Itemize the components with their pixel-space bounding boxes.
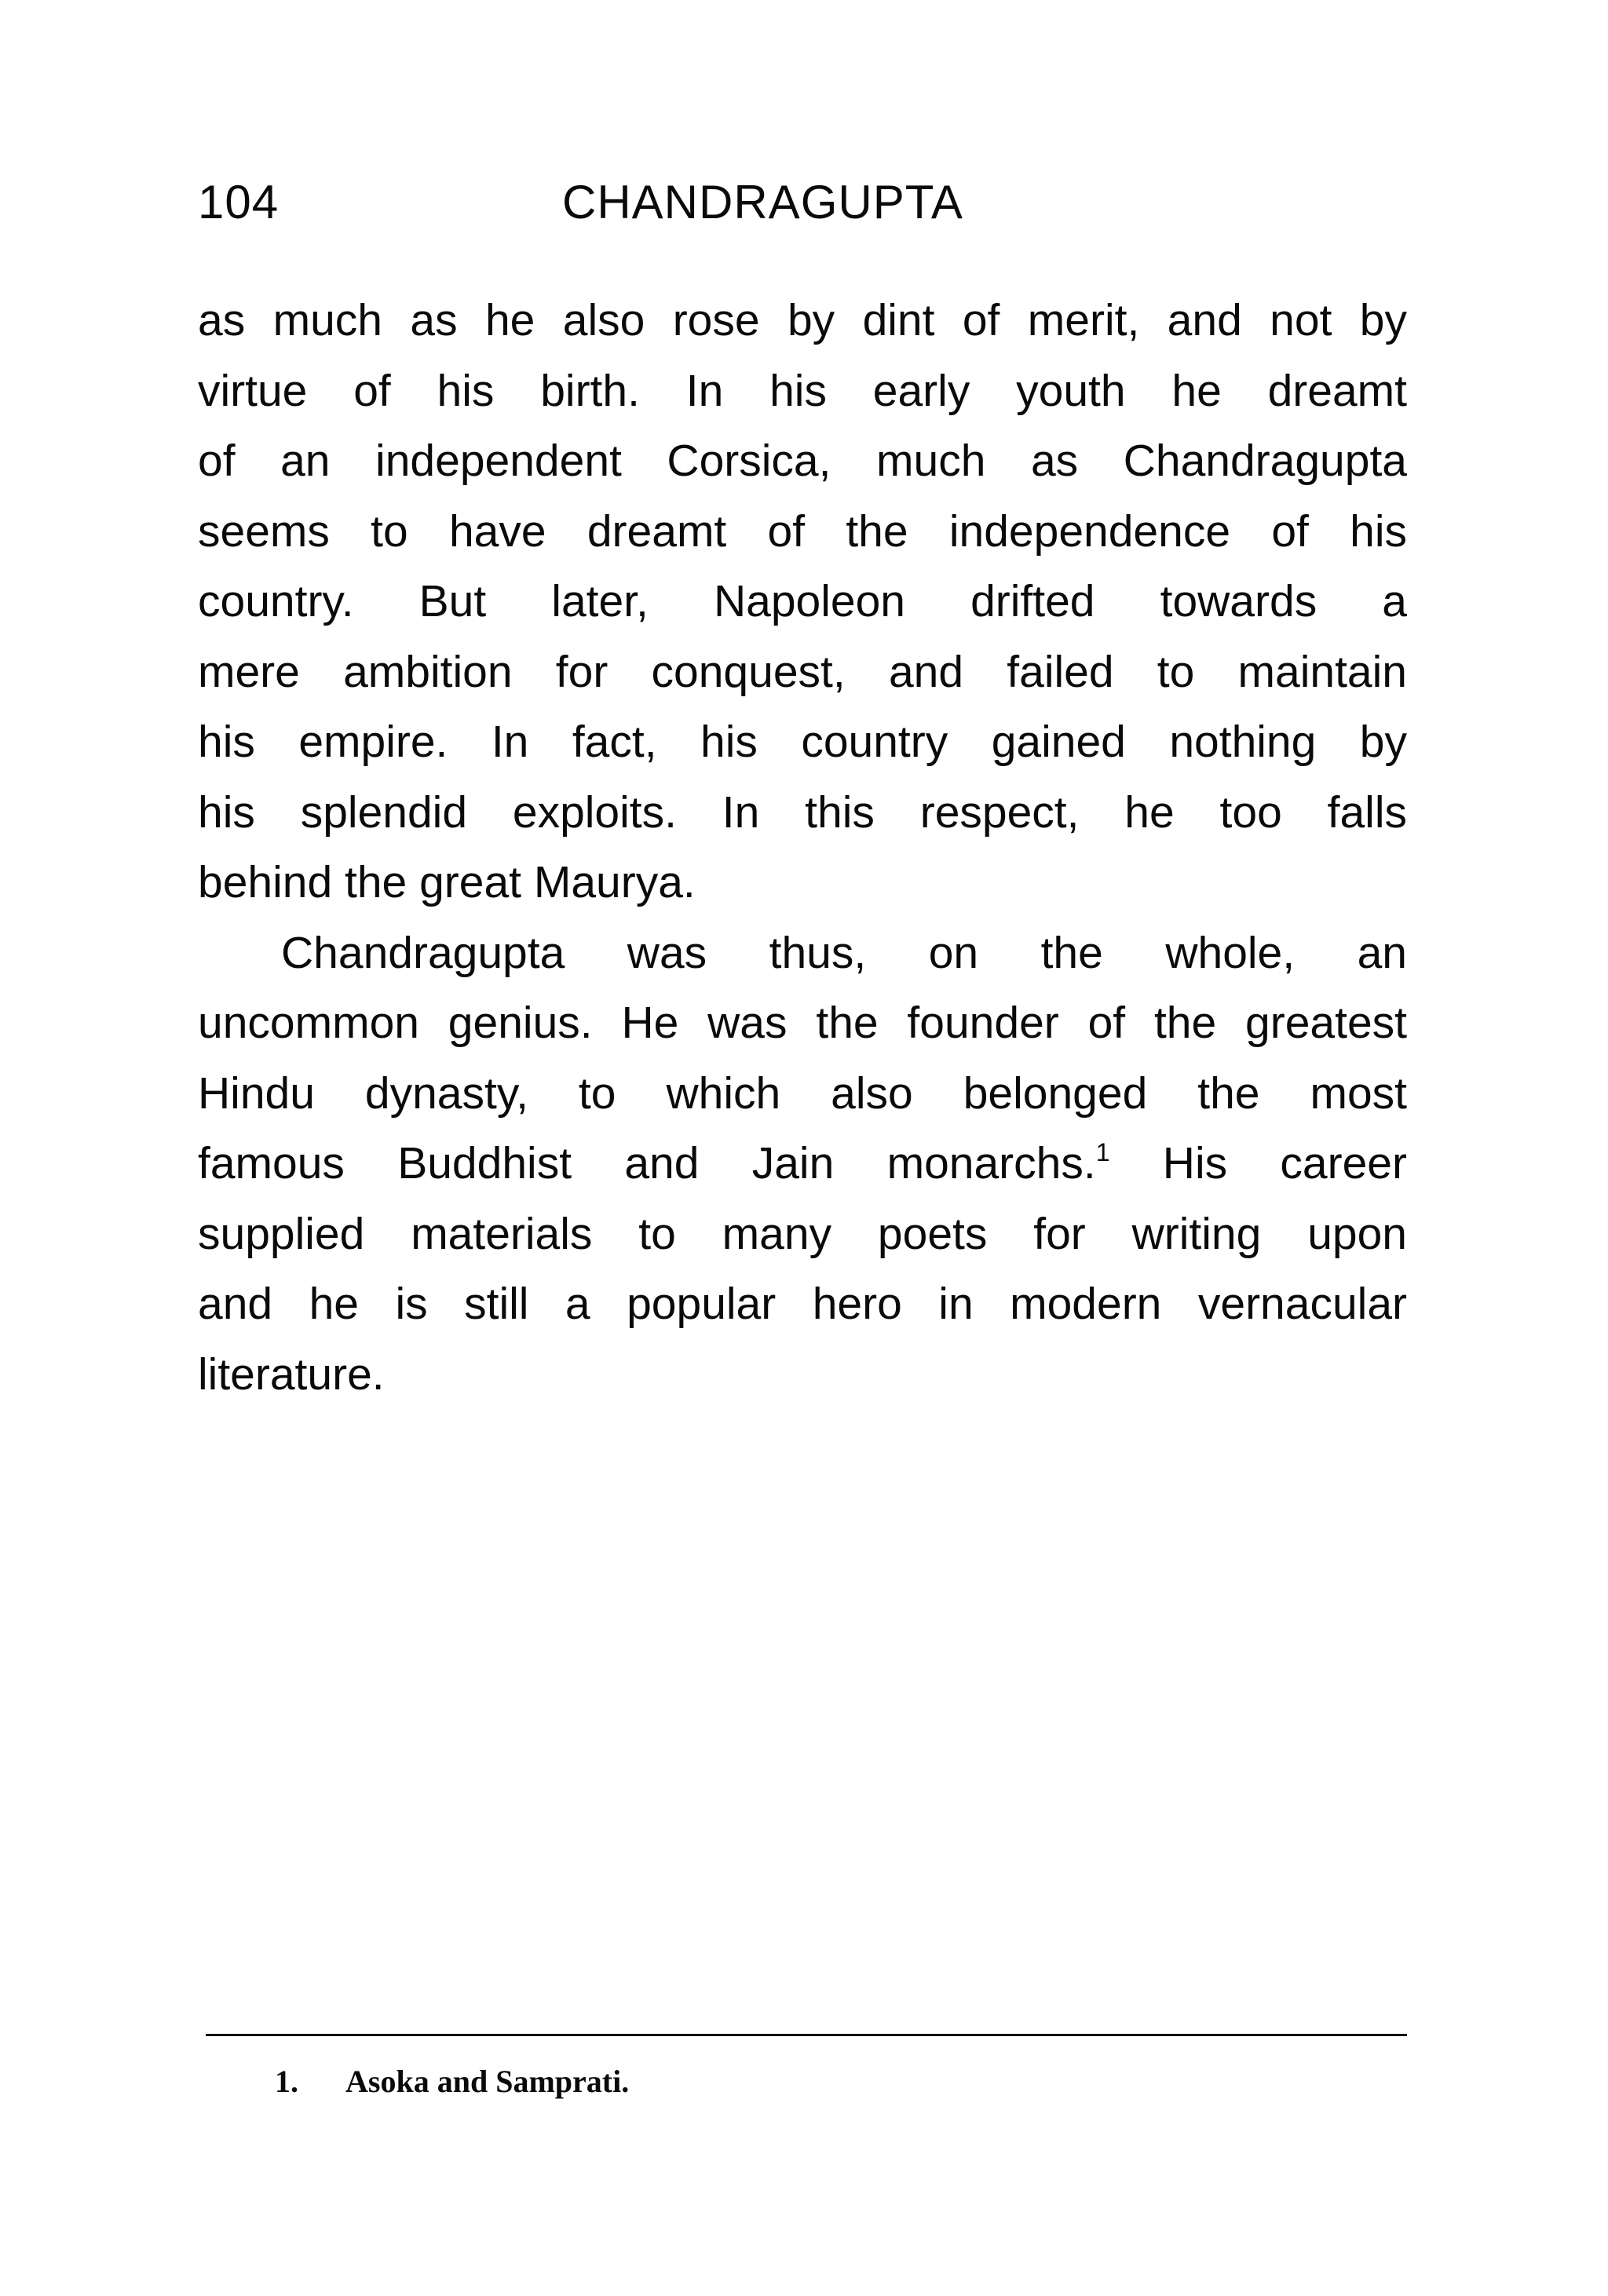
text-line: virtue of his birth. In his early youth he dreamt	[198, 365, 1407, 416]
text-line: Chandragupta was thus, on the whole, an	[281, 927, 1407, 978]
footnote-reference: 1	[1095, 1138, 1110, 1166]
text-line: and he is still a popular hero in modern vernacular	[198, 1279, 1407, 1329]
page-number: 104	[198, 176, 280, 228]
paragraph-2	[198, 918, 1407, 1411]
text-line: country. But later, Napoleon drifted towards a	[198, 576, 1407, 626]
text-line: seems to have dreamt of the independence of his	[198, 506, 1407, 557]
text-line: as much as he also rose by dint of merit, and not by	[198, 295, 1407, 345]
running-title: CHANDRAGUPTA	[562, 176, 963, 228]
text-line: literature.	[198, 1349, 385, 1400]
text-line: of an independent Corsica, much as Chandragupta	[198, 436, 1407, 486]
footnote-divider	[206, 2034, 1407, 2036]
text-line: mere ambition for conquest, and failed to maintain	[198, 646, 1407, 697]
text-line: his splendid exploits. In this respect, he too falls	[198, 787, 1407, 838]
body-text	[198, 286, 1407, 1410]
paragraph-1	[198, 286, 1407, 918]
footnote-number: 1.	[275, 2064, 298, 2099]
text-line: supplied materials to many poets for writing upon	[198, 1208, 1407, 1259]
footnote-text: Asoka and Samprati.	[345, 2064, 630, 2099]
text-line: Hindu dynasty, to which also belonged the most	[198, 1068, 1407, 1119]
footnote	[275, 2063, 629, 2101]
text-line: his empire. In fact, his country gained nothing by	[198, 717, 1407, 767]
text-line: behind the great Maurya.	[198, 857, 696, 907]
text-segment: famous Buddhist and Jain monarchs.	[198, 1138, 1096, 1188]
text-line-with-footnote-ref	[198, 1129, 1407, 1199]
text-line: uncommon genius. He was the founder of the greatest	[198, 998, 1407, 1048]
text-segment: His career	[1109, 1138, 1407, 1188]
